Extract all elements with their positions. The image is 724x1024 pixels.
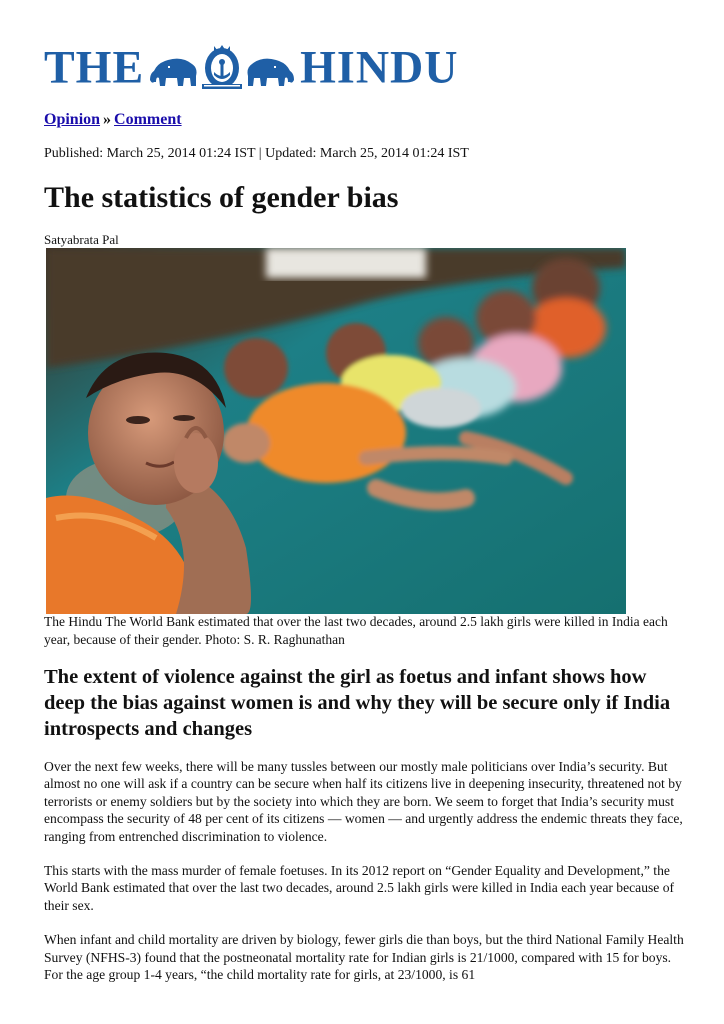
body-paragraph: Over the next few weeks, there will be many tussles between our mostly male politicians over India’s security. But almost no one will ask if a country can be secure when half its citizens live in deepening insecurity, threatened not by terrorists or enemy soldiers but by the society into which they are born. We seem to forget that India’s security must encompass the security of 48 per cent of its citizens — women — and urgently address the endemic threats they face, ranging from entrenched discrimination to violence.: [44, 759, 683, 844]
published-timestamp: Published: March 25, 2014 01:24 IST | Updated: March 25, 2014 01:24 IST: [44, 146, 469, 161]
body-paragraph: When infant and child mortality are driven by biology, fewer girls die than boys, but the third National Family Health Survey (NFHS-3) found that the postneonatal mortality rate for Indian girls is 21/1000, compared with 15 for boys. For the age group 1-4 years, “the child mortality rate for girls, at 23/1000, is 61: [44, 932, 684, 983]
elephant-crest-emblem-icon: [148, 42, 296, 92]
babies-photo-illustration: [46, 248, 626, 614]
article-title: The statistics of gender bias: [44, 181, 399, 214]
article-photo: [46, 248, 626, 614]
breadcrumb-separator: »: [103, 111, 112, 128]
article-standfirst: The extent of violence against the girl as foetus and infant shows how deep the bias against women is and why they will be secure only if India introspects and changes: [44, 666, 671, 740]
body-paragraph: This starts with the mass murder of female foetuses. In its 2012 report on “Gender Equality and Development,” the World Bank estimated that over the last two decades, around 2.5 lakh girls were killed in India each year because of their sex.: [44, 863, 675, 913]
masthead-word-hindu: HINDU: [300, 40, 459, 93]
breadcrumb-link-comment[interactable]: Comment: [114, 111, 182, 128]
article-body: [44, 758, 688, 1000]
breadcrumb-link-opinion[interactable]: Opinion: [44, 111, 101, 128]
photo-caption: The Hindu The World Bank estimated that over the last two decades, around 2.5 lakh girls were killed in India each year, because of their gender. Photo: S. R. Raghunathan: [44, 614, 668, 647]
masthead-word-the: THE: [44, 40, 145, 93]
article-author: Satyabrata Pal: [44, 232, 119, 247]
breadcrumb: [44, 111, 182, 129]
masthead-logo[interactable]: [44, 42, 532, 92]
